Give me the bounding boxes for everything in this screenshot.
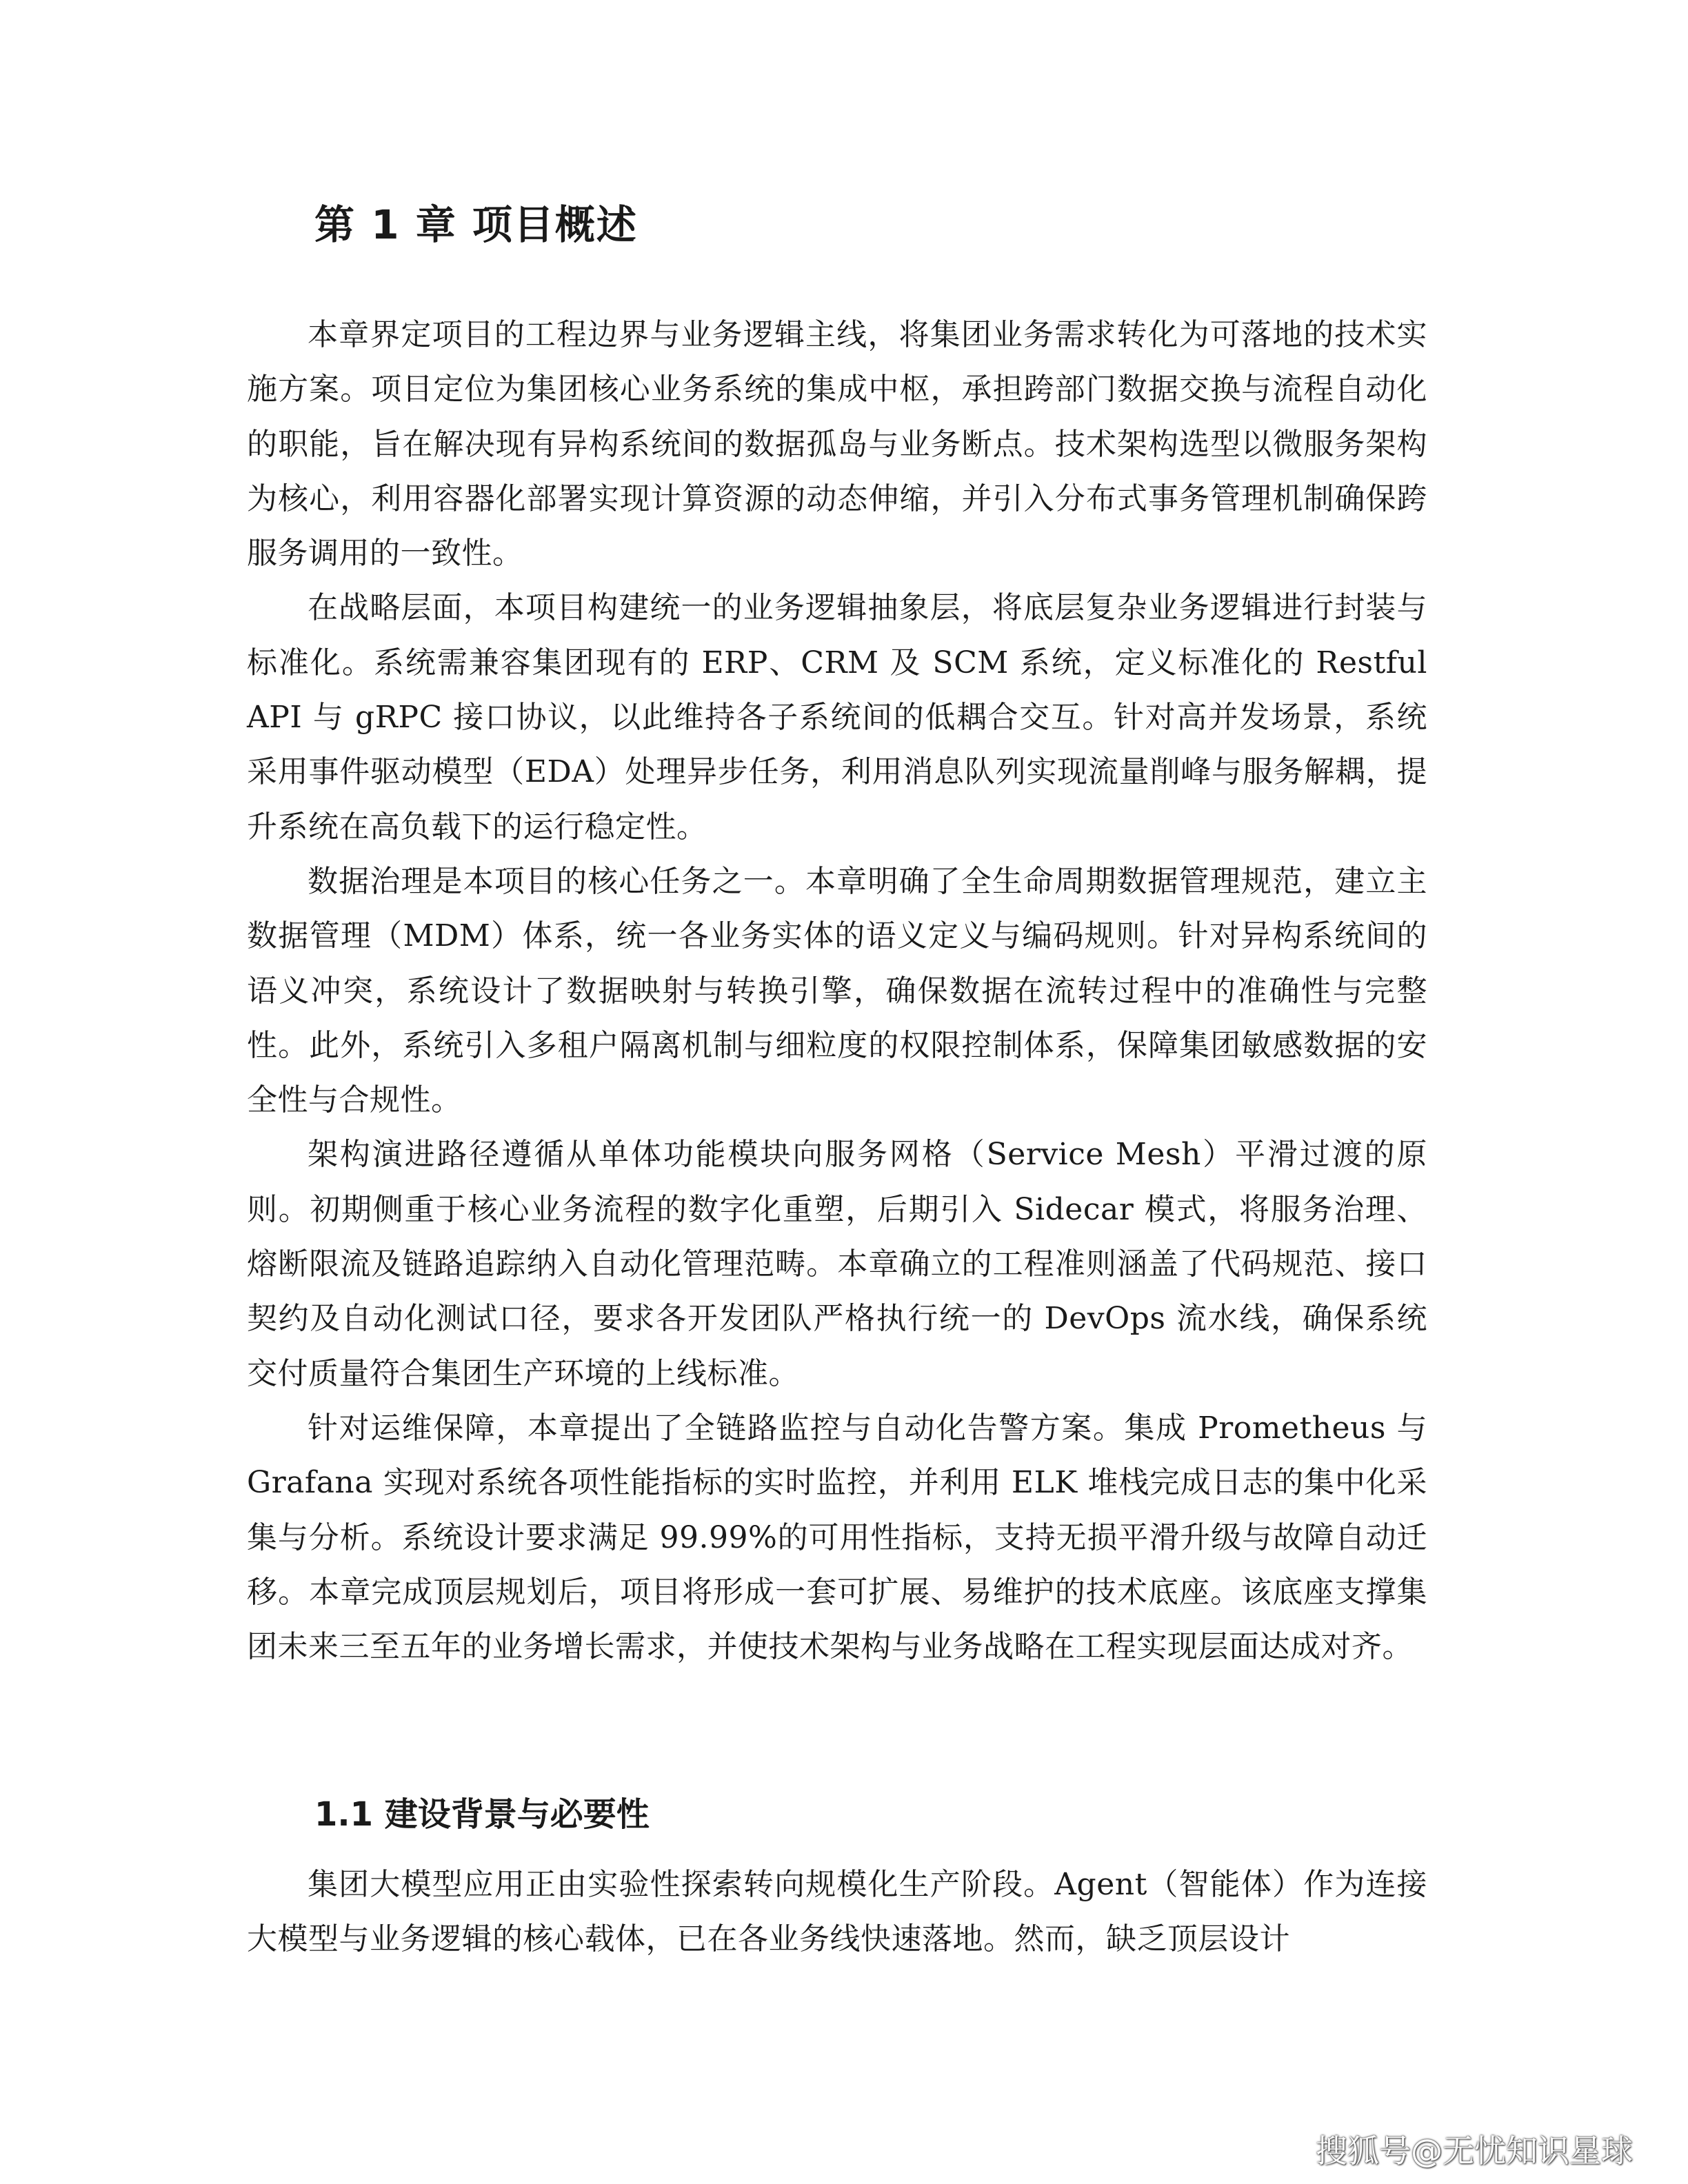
intro-paragraph-4: 架构演进路径遵循从单体功能模块向服务网格（Service Mesh）平滑过渡的原则。初期侧重于核心业务流程的数字化重塑，后期引入 Sidecar 模式，将服务治理、熔断限流及链路追踪纳入自动化管理范畴。本章确立的工程准则涵盖了代码规范、接口契约及自动化测试口径，要求各开发团队严格执行统一的 DevOps 流水线，确保系统交付质量符合集团生产环境的上线标准。 xyxy=(247,1137,1427,1391)
section-body xyxy=(247,1857,1427,1967)
intro-paragraph-5: 针对运维保障，本章提出了全链路监控与自动化告警方案。集成 Prometheus 与 Grafana 实现对系统各项性能指标的实时监控，并利用 ELK 堆栈完成日志的集中化采集与分析。系统设计要求满足 99.99%的可用性指标，支持无损平滑升级与故障自动迁移。本章完成顶层规划后，项目将形成一套可扩展、易维护的技术底座。该底座支撑集团未来三至五年的业务增长需求，并使技术架构与业务战略在工程实现层面达成对齐。 xyxy=(247,1410,1427,1665)
intro-paragraph-1: 本章界定项目的工程边界与业务逻辑主线，将集团业务需求转化为可落地的技术实施方案。项目定位为集团核心业务系统的集成中枢，承担跨部门数据交换与流程自动化的职能，旨在解决现有异构系统间的数据孤岛与业务断点。技术架构选型以微服务架构为核心，利用容器化部署实现计算资源的动态伸缩，并引入分布式事务管理机制确保跨服务调用的一致性。 xyxy=(247,317,1427,572)
chapter-intro-body xyxy=(247,307,1427,1674)
intro-paragraph-3: 数据治理是本项目的核心任务之一。本章明确了全生命周期数据管理规范，建立主数据管理（MDM）体系，统一各业务实体的语义定义与编码规则。针对异构系统间的语义冲突，系统设计了数据映射与转换引擎，确保数据在流转过程中的准确性与完整性。此外，系统引入多租户隔离机制与细粒度的权限控制体系，保障集团敏感数据的安全性与合规性。 xyxy=(247,863,1427,1118)
section-paragraph-1: 集团大模型应用正由实验性探索转向规模化生产阶段。Agent（智能体）作为连接大模型与业务逻辑的核心载体，已在各业务线快速落地。然而，缺乏顶层设计 xyxy=(247,1867,1427,1957)
intro-paragraph-2: 在战略层面，本项目构建统一的业务逻辑抽象层，将底层复杂业务逻辑进行封装与标准化。系统需兼容集团现有的 ERP、CRM 及 SCM 系统，定义标准化的 Restful API 与 gRPC 接口协议，以此维持各子系统间的低耦合交互。针对高并发场景，系统采用事件驱动模型（EDA）处理异步任务，利用消息队列实现流量削峰与服务解耦，提升系统在高负载下的运行稳定性。 xyxy=(247,590,1427,845)
watermark: 搜狐号@无忧知识星球 xyxy=(1316,2132,1633,2170)
section-title: 1.1 建设背景与必要性 xyxy=(314,1795,650,1834)
chapter-title: 第 1 章 项目概述 xyxy=(314,201,638,248)
